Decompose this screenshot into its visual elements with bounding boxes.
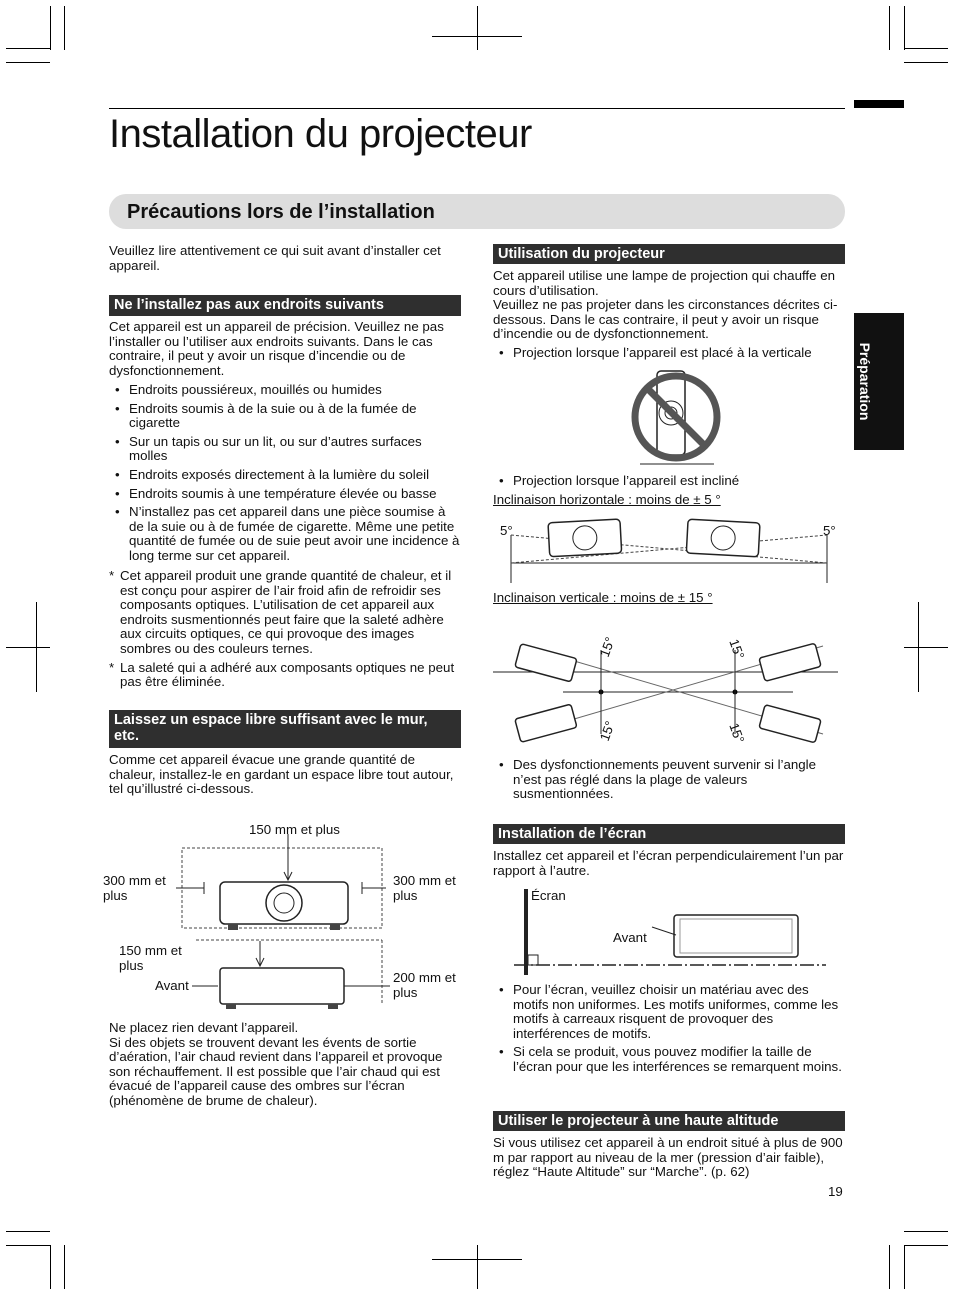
projector-up-left bbox=[515, 644, 577, 682]
clearance-back-label: 150 mm et plus bbox=[119, 943, 182, 973]
no-vertical-diagram bbox=[620, 365, 730, 467]
screen-list bbox=[493, 983, 845, 1079]
crop-mark bbox=[904, 62, 948, 63]
list-item: • Endroits exposés directement à la lumière du soleil bbox=[109, 468, 461, 483]
list-item: • Si cela se produit, vous pouvez modifier la taille de l’écran pour que les interférences se remarquent moins. bbox=[493, 1045, 845, 1074]
vertical-bullet bbox=[493, 346, 845, 365]
list-item: • Sur un tapis ou sur un lit, ou sur d’autres surfaces molles bbox=[109, 435, 461, 464]
list-item: • Endroits soumis à une température élevée ou basse bbox=[109, 487, 461, 502]
screen-label: Écran bbox=[531, 888, 566, 903]
horizontal-tilt-diagram bbox=[493, 515, 838, 585]
crop-mark bbox=[36, 602, 37, 692]
list-item: • Endroits poussiéreux, mouillés ou humides bbox=[109, 383, 461, 398]
crop-mark bbox=[6, 1245, 50, 1246]
angle-15-label: 15° bbox=[596, 719, 618, 744]
usage-text: Cet appareil utilise une lampe de projection qui chauffe en cours d’utilisation. Veuillez ne pas projeter dans les circonstances décrites ci-dessous. Dans le cas contraire, il peut y avoir un risque d’incendie ou de dysfonctionnement. bbox=[493, 268, 838, 342]
section-heading: Précautions lors de l’installation bbox=[127, 201, 435, 223]
heading-clearance: Laissez un espace libre suffisant avec le mur, etc. bbox=[109, 710, 461, 748]
tilt-right-angle: 5° bbox=[823, 523, 836, 538]
projector-down-left bbox=[515, 704, 577, 742]
vertical-tilt-diagram bbox=[493, 620, 838, 750]
list-item: • N’installez pas cet appareil dans une pièce soumise à de la suie ou à de fumée de cigarette. Même une petite quantité de fumée ou de suie peut avoir une incidence à long terme sur cet appareil. bbox=[109, 505, 461, 563]
crop-mark bbox=[6, 48, 50, 49]
crop-mark bbox=[64, 1245, 65, 1289]
crop-mark bbox=[904, 48, 948, 49]
heading-no-install: Ne l’installez pas aux endroits suivants bbox=[109, 295, 461, 316]
crop-mark bbox=[889, 6, 890, 50]
crop-mark bbox=[6, 62, 50, 63]
side-tab bbox=[854, 313, 904, 450]
projector-tilt-right bbox=[686, 519, 760, 557]
tilt-left-angle: 5° bbox=[500, 523, 513, 538]
crop-mark bbox=[477, 1245, 478, 1289]
angle-15-label: 15° bbox=[596, 635, 618, 660]
section-heading-band bbox=[109, 194, 845, 229]
crop-mark bbox=[477, 6, 478, 50]
front-label: Avant bbox=[613, 930, 647, 945]
screen-text: Installez cet appareil et l’écran perpendiculairement l’un par rapport à l’autre. bbox=[493, 848, 844, 878]
page-number: 19 bbox=[828, 1184, 843, 1199]
front-warning-text: Ne placez rien devant l’appareil. Si des objets se trouvent devant les évents de sortie d’aération, l’air chaud revient dans l’appareil et provoque son réchauffement. Il est possible que l’air chaud qui est évacué de l’appareil cause des ombres sur l’écran (phénomène de brume de chaleur). bbox=[109, 1020, 443, 1108]
projector-up-right bbox=[759, 643, 821, 681]
location-list bbox=[109, 383, 461, 568]
crop-mark bbox=[918, 602, 919, 692]
crop-mark bbox=[6, 1231, 50, 1232]
title-rule bbox=[109, 108, 845, 109]
crop-mark bbox=[50, 6, 51, 50]
crop-mark bbox=[6, 647, 50, 648]
heading-altitude: Utiliser le projecteur à une haute altitude bbox=[493, 1111, 845, 1131]
projector-down-right bbox=[759, 705, 821, 743]
crop-mark bbox=[64, 6, 65, 50]
notes-list bbox=[109, 569, 463, 694]
intro-text: Veuillez lire attentivement ce qui suit avant d’installer cet appareil. bbox=[109, 243, 441, 273]
projector-top-illustration bbox=[220, 882, 348, 930]
crop-mark bbox=[50, 1245, 51, 1289]
malfunction-bullet bbox=[493, 758, 845, 806]
crop-mark bbox=[889, 1245, 890, 1289]
clearance-top-label: 150 mm et plus bbox=[249, 822, 340, 837]
list-item: • Pour l’écran, veuillez choisir un matériau avec des motifs non uniformes. Les motifs uniformes, comme les motifs à carreaux risquent de provoquer des interférences de motifs. bbox=[493, 983, 845, 1041]
clearance-right-label: 300 mm et plus bbox=[393, 873, 456, 903]
clearance-front-label: Avant bbox=[155, 978, 189, 993]
clearance-text: Comme cet appareil évacue une grande quantité de chaleur, installez-le en gardant un espace libre tout autour, tel qu’illustré ci-dessous. bbox=[109, 752, 454, 797]
horizontal-tilt-label: Inclinaison horizontale : moins de ± 5 ° bbox=[493, 492, 721, 507]
heading-screen: Installation de l’écran bbox=[493, 824, 845, 844]
vertical-tilt-label: Inclinaison verticale : moins de ± 15 ° bbox=[493, 590, 713, 605]
corner-bar bbox=[854, 100, 904, 108]
page-title: Installation du projecteur bbox=[109, 112, 532, 156]
altitude-text: Si vous utilisez cet appareil à un endroit situé à plus de 900 m par rapport au niveau de la mer (pression d’air faible), réglez “Haute Altitude” sur “Marche”. (p. 62) bbox=[493, 1135, 843, 1180]
clearance-left-label: 300 mm et plus bbox=[103, 873, 166, 903]
list-item: • Projection lorsque l’appareil est placé à la verticale bbox=[493, 346, 845, 361]
side-tab-label: Préparation bbox=[857, 342, 873, 421]
incline-bullet bbox=[493, 474, 845, 493]
note-item: * Cet appareil produit une grande quantité de chaleur, et il est conçu pour aspirer de l’air froid afin de refroidir ses composants optiques. L’utilisation de cet appareil aux endroits susmentionnés peut faire que la saleté adhère aux circuits optiques, ce qui provoque des images sombres ou des couleurs ternes. bbox=[109, 569, 463, 657]
note-item: * La saleté qui a adhéré aux composants optiques ne peut pas être éliminée. bbox=[109, 661, 463, 690]
angle-15-label: 15° bbox=[726, 721, 748, 746]
precision-text: Cet appareil est un appareil de précision. Veuillez ne pas l’installer ou l’utiliser aux endroits suivants. Dans le cas contraire, il peut y avoir un risque d’incendie ou de dysfonctionnement. bbox=[109, 319, 444, 378]
list-item: • Des dysfonctionnements peuvent survenir si l’angle n’est pas réglé dans la plage de valeurs susmentionnées. bbox=[493, 758, 845, 802]
screen-illustration bbox=[524, 889, 528, 975]
list-item: • Endroits soumis à de la suie ou à de la fumée de cigarette bbox=[109, 402, 461, 431]
projector-side-illustration bbox=[220, 968, 344, 1009]
clearance-front-side-label: 200 mm et plus bbox=[393, 970, 456, 1000]
crop-mark bbox=[904, 1245, 948, 1246]
projector-screen-illustration bbox=[674, 915, 798, 957]
crop-mark bbox=[904, 1231, 948, 1232]
projector-tilt-left bbox=[548, 519, 622, 557]
crop-mark bbox=[904, 647, 948, 648]
angle-15-label: 15° bbox=[726, 637, 748, 662]
crop-mark bbox=[904, 6, 905, 50]
crop-mark bbox=[904, 1245, 905, 1289]
list-item: • Projection lorsque l’appareil est incliné bbox=[493, 474, 845, 489]
heading-usage: Utilisation du projecteur bbox=[493, 244, 845, 264]
